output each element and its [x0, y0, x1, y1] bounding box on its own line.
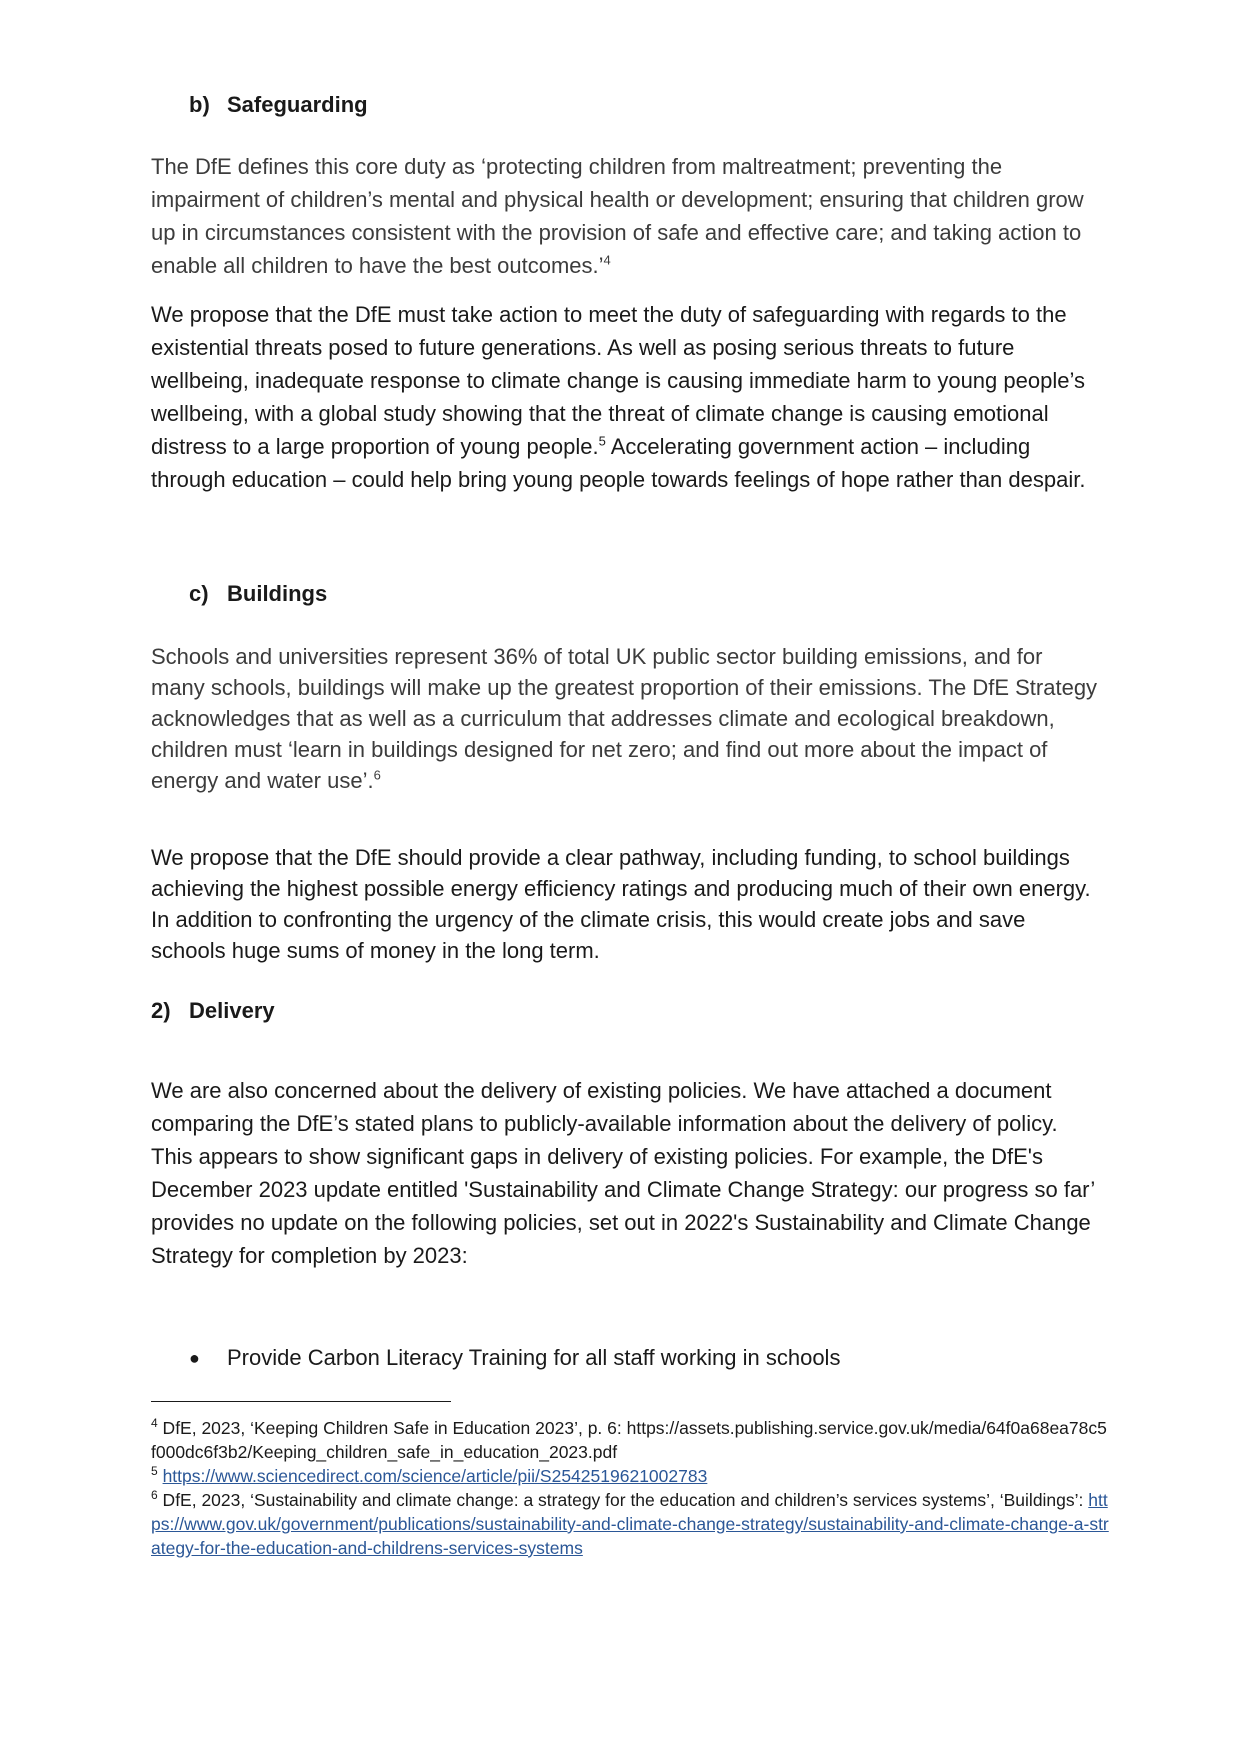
footnote-number: 5 [151, 1464, 158, 1479]
paragraph-text: We are also concerned about the delivery of existing policies. We have attached a document comparing the DfE’s stated plans to publicly-available information about the delivery of policy. This appears to show significant gaps in delivery of existing policies. For example, the DfE's December 2023 update entitled 'Sustainability and Climate Change Strategy: our progress so far’ provides no update on the following policies, set out in 2022's Sustainability and Climate Change Strategy for completion by 2023: [151, 1078, 1095, 1268]
footnote-separator [151, 1401, 451, 1402]
footnotes [151, 1416, 1111, 1560]
footnote-number: 6 [151, 1488, 158, 1503]
section-number: 2) [151, 998, 171, 1023]
delivery-concern-paragraph [151, 1074, 1101, 1272]
paragraph-text: We propose that the DfE should provide a clear pathway, including funding, to school buildings achieving the highest possible energy efficiency ratings and producing much of their own energy. In addition to confronting the urgency of the climate crisis, this would create jobs and save schools huge sums of money in the long term. [151, 845, 1091, 963]
safeguarding-proposal-paragraph [151, 298, 1101, 496]
buildings-emissions-paragraph [151, 641, 1101, 796]
footnote-number: 4 [151, 1416, 158, 1431]
buildings-proposal-paragraph [151, 842, 1101, 966]
footnote-link[interactable]: https://www.sciencedirect.com/science/article/pii/S2542519621002783 [162, 1466, 708, 1486]
section-number: c) [189, 581, 209, 606]
section-title: Delivery [189, 998, 275, 1023]
list-item-text: Provide Carbon Literacy Training for all staff working in schools [227, 1345, 841, 1370]
paragraph-text: The DfE defines this core duty as ‘protecting children from maltreatment; preventing the impairment of children’s mental and physical health or development; ensuring that children grow up in circumstances consistent with the provision of safe and effective care; and taking action to enable all children to have the best outcomes.’ [151, 154, 1084, 278]
section-heading-buildings [189, 580, 327, 608]
footnote-ref: 5 [598, 433, 606, 449]
paragraph-text-continued: Accelerating government action – including through education – could help bring young people towards feelings of hope rather than despair. [151, 434, 1086, 492]
footnote-ref: 6 [373, 767, 381, 783]
bullet-icon: ● [189, 1348, 200, 1368]
footnote-ref: 4 [603, 252, 611, 268]
footnote-url: https://assets.publishing.service.gov.uk/media/64f0a68ea78c5f000dc6f3b2/Keeping_children_safe_in_education_2023.pdf [151, 1418, 1107, 1462]
section-title: Safeguarding [227, 92, 368, 117]
section-title: Buildings [227, 581, 328, 606]
section-heading-safeguarding [189, 91, 368, 119]
footnote-text: DfE, 2023, ‘Keeping Children Safe in Education 2023’, p. 6: [157, 1418, 627, 1438]
paragraph-text: We propose that the DfE must take action to meet the duty of safeguarding with regards to the existential threats posed to future generations. As well as posing serious threats to future wellbeing, inadequate response to climate change is causing immediate harm to young people’s wellbeing, with a global study showing that the threat of climate change is causing emotional distress to a large proportion of young people. [151, 302, 1085, 459]
footnote-4 [151, 1416, 1111, 1464]
footnote-5 [151, 1464, 1111, 1488]
section-number: b) [189, 92, 210, 117]
safeguarding-definition-paragraph [151, 150, 1101, 282]
footnote-link[interactable]: https://www.gov.uk/government/publications/sustainability-and-climate-change-strategy/sustainability-and-climate-change-a-strategy-for-the-education-and-childrens-services-systems [151, 1490, 1109, 1558]
footnote-text: DfE, 2023, ‘Sustainability and climate change: a strategy for the education and children’s services systems’, ‘Buildings’: [157, 1490, 1089, 1510]
paragraph-text: Schools and universities represent 36% of total UK public sector building emissions, and for many schools, buildings will make up the greatest proportion of their emissions. The DfE Strategy acknowledges that as well as a curriculum that addresses climate and ecological breakdown, children must ‘learn in buildings designed for net zero; and find out more about the impact of energy and water use’. [151, 644, 1098, 793]
footnote-6 [151, 1488, 1111, 1560]
section-heading-delivery [151, 997, 275, 1025]
